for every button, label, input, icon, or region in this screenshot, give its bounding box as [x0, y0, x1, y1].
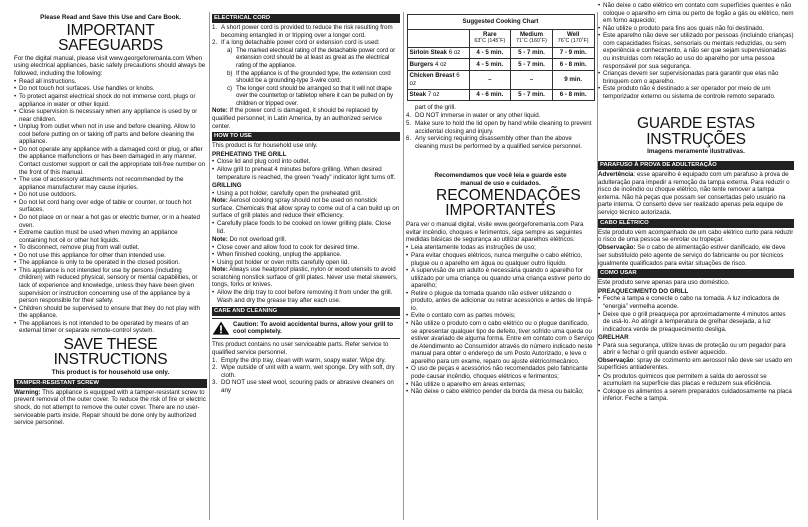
list-item: • Do not let cord hang over edge of table or counter, or touch hot surfaces. — [14, 199, 207, 214]
list-item: • Allow grill to preheat 4 minutes before grilling. When desired temperature is reached, the green “ready” indicator light turns off. — [212, 166, 400, 181]
column-divider — [403, 12, 404, 520]
list-item: • Este aparelho não deve ser utilizado por pessoas (incluindo crianças) com capacidades físicas, sensoriais ou mentais reduzidas, ou sem experiência e conhecimento, a não ser que sejam supervisionadas ou instruídas com relação ao uso do aparelho por uma pessoa responsável por sua segurança. — [598, 32, 794, 70]
pt-howto-intro: Este produto serve apenas para uso doméstico. — [598, 279, 730, 287]
list-item: • Feche a tampa e conecte o cabo na tomada. A luz indicadora de “energia” vermelha acende. — [598, 295, 794, 310]
pt-cord-heading: CABO ELÉTRICO — [598, 219, 794, 228]
list-item: c) The longer cord should be arranged so that it will not drape over the countertop or tabletop where it can be pulled on by children or tripped over. — [227, 84, 394, 107]
pt-safeguards-list — [406, 244, 595, 395]
list-item: • Extreme caution must be used when moving an appliance containing hot oil or other hot liquids. — [14, 229, 207, 244]
cooking-chart-title: Suggested Cooking Chart — [407, 15, 594, 30]
list-item: • Unplug from outlet when not in use and before cleaning. Allow to cool before putting on or taking off parts and before cleaning the appliance. — [14, 123, 207, 146]
column-portuguese-usage — [598, 2, 794, 510]
list-item: • Leia atentamente todas as instruções de uso; — [406, 244, 595, 252]
list-item: • Para sua segurança, utilize luvas de proteção ou um pegador para abrir e fechar o grill quando estiver aquecido. — [598, 342, 794, 357]
list-item: • Children should be supervised to ensure that they do not play with the appliance. — [14, 305, 207, 320]
list-item: • Não utilize o produto para fins aos quais não foi destinado. — [598, 25, 794, 33]
preheat-list — [212, 158, 400, 181]
how-to-use-heading: HOW TO USE — [212, 132, 400, 141]
doneness-well: Well 76˚C (170˚F) — [552, 29, 594, 47]
care-list — [212, 357, 400, 395]
list-item: • Não utilize o produto com o cabo elétrico ou o plugue danificado, se apresentar qualquer tipo de defeito, tiver sofrido uma queda ou estiver avariado de alguma forma. Entre em contato com o Serviço de Atendimento ao Consumidor através do número indicado neste manual para obter o endereço de um Posto Autorizado, e leve o aparelho para um exame, reparo ou ajuste elétrico/mecânico. — [406, 320, 595, 365]
column-english-usage — [212, 14, 400, 522]
howto-intro: This product is for household use only. — [212, 142, 318, 150]
household-note: This product is for household use only. — [51, 368, 170, 376]
list-item: • Do not use this appliance for other than intended use. — [14, 252, 207, 260]
pt-header-note: Recomendamos que você leia e guarde este manual de uso e cuidados. — [434, 172, 567, 187]
pt-intro: Para ver o manual digital, visite www.georgeforemanla.com Para evitar incêndio, choques e ferimentos, siga sempre as seguintes medidas básicas de segurança ao utilizar aparelhos elétricos: — [406, 221, 584, 244]
care-cleaning-heading: CARE AND CLEANING — [212, 307, 400, 316]
illustrative-note: Imagens meramente ilustrativas. — [647, 148, 745, 156]
caution-text: Caution: To avoid accidental burns, allow your grill to cool completely. — [233, 320, 394, 336]
pt-tamper-warning: Advertência: esse aparelho é equipado com um parafuso à prova de adulteração para impedir a remoção da tampa externa. Para reduzir o risco de incêndio ou choque elétrico, não tente remover a tampa externa. Não há peças que possam ser consertadas pelo usuário na parte interna. O conserto deve ser realizado apenas pela equipe de serviço técnico autorizada. — [598, 171, 790, 216]
electrical-cord-heading: ELECTRICAL CORD — [212, 14, 400, 23]
list-item: • Using pot holder or oven mitts carefully open lid. — [212, 259, 400, 267]
list-item: 4. DO NOT immerse in water or any other liquid. — [406, 112, 541, 120]
care-continued: part of the grill. — [415, 104, 456, 112]
electrical-cord-list — [212, 24, 400, 107]
list-item: • Não deixe o cabo elétrico pender da borda da mesa ou balcão; — [406, 388, 595, 396]
list-item: • Close cover and allow food to cook for desired time. — [212, 244, 400, 252]
grilling-note: Note: Always use heatproof plastic, nylon or wood utensils to avoid scratching nonstick surface of grill plates. Never use metal skewers, tongs, forks or knives. — [212, 266, 398, 289]
column-divider — [209, 12, 210, 520]
table-row: Chicken Breast 6 oz – – 9 min. — [407, 70, 594, 89]
doneness-medium: Medium 71˚C (160˚F) — [511, 29, 553, 47]
list-item: 3. DO NOT use steel wool, scouring pads or abrasive cleaners on any — [212, 379, 394, 395]
pt-grilling-title: GRELHAR — [598, 334, 629, 342]
care-intro: This product contains no user serviceable parts. Refer service to qualified service personnel. — [212, 341, 389, 356]
list-item: b) If the appliance is of the grounded type, the extension cord should be a grounding-type 3-wire cord. — [227, 69, 391, 85]
warning-triangle-icon — [212, 321, 230, 335]
pt-safeguards-list-continued — [598, 2, 794, 100]
column-english-safeguards — [14, 14, 207, 522]
list-item: 5. Make sure to hold the lid open by hand while cleaning to prevent accidental closing and injury. — [406, 120, 592, 135]
tamper-warning: Warning: This appliance is equipped with a tamper-resistant screw to prevent removal of the outer cover. To reduce the risk of fire or electric shock, do not attempt to remove the outer cover. There are no user-serviceable parts inside. Repair should be done only by authorized service personnel. — [14, 388, 206, 427]
list-item: • Não utilize o aparelho em áreas externas; — [406, 381, 595, 389]
safeguards-list — [14, 78, 207, 335]
list-item: • The appliance is only to be operated in the closed position. — [14, 259, 207, 267]
pt-grilling-list — [598, 373, 794, 403]
list-item: • O uso de peças e acessórios não recomendados pelo fabricante pode causar incêndio, choques elétricos e ferimentos; — [406, 365, 595, 380]
list-item: • Do not touch hot surfaces. Use handles or knobs. — [14, 85, 207, 93]
grilling-title: GRILLING — [212, 182, 242, 190]
care-list-continued — [406, 112, 595, 150]
list-item: 2. If a long detachable power cord or extension cord is used: a) The marked electrical rating of the detachable power cord or extension cord should be at least as great as the electrical rating of the appliance. b) If the appliance is of the grounded type, the extension cord should be a grounding-type 3-wire cord. c) The longer cord should be arranged so that it will not drape over the countertop or tabletop where it can be pulled on by children or tripped over. — [212, 39, 400, 107]
pt-grilling-list — [598, 342, 794, 357]
safeguards-title: IMPORTANT SAFEGUARDS — [58, 21, 163, 55]
caution-box — [212, 318, 400, 339]
pt-tamper-heading: PARAFUSO À PROVA DE ADULTERAÇÃO — [598, 161, 794, 170]
cord-note: Note: If the power cord is damaged, it should be replaced by qualified personnel; in Latin America, by an authorized service center. — [212, 107, 382, 130]
save-title: SAVE THESE INSTRUCTIONS — [53, 335, 168, 369]
cooking-chart-table — [407, 14, 595, 101]
list-item: a) The marked electrical rating of the detachable power cord or extension cord should be at least as great as the electrical rating of the appliance. — [227, 46, 396, 70]
list-item: • Read all instructions. — [14, 78, 207, 86]
grilling-list — [212, 289, 400, 304]
list-item: • Os produtos químicos que permitem a saída do aerossol se acumulam na superfície das placas e reduzem sua eficiência. — [598, 373, 794, 388]
pt-cord-note: Observação: Se o cabo de alimentação estiver danificado, ele deve ser substituído pelo agente de serviço do fabricante ou por técnicos igualmente qualificados para evitar situações de risco. — [598, 244, 786, 267]
preheat-title: PREHEATING THE GRILL — [212, 150, 287, 158]
pt-preheat-title: PREAQUECIMENTO DO GRILL — [598, 287, 689, 295]
list-item: • Este produto não é destinado a ser operador por meio de um temporizador externo ou sistema de controle remoto separado. — [598, 85, 794, 100]
list-item: • When finished cooking, unplug the appliance. — [212, 251, 400, 259]
table-row: Burgers 4 oz 4 - 5 min. 5 - 7 min. 6 - 8 min. — [407, 59, 594, 71]
list-item: • Deixe que o grill preaqueça por aproximadamente 4 minutos antes de usá-lo. Ao atingir a temperatura de grelhar desejada, a luz indicadora verde de preaquecimento desliga. — [598, 311, 794, 334]
pt-how-to-use-heading: COMO USAR — [598, 269, 794, 278]
list-item: • To protect against electrical shock do not immerse cord, plugs or appliance in water or other liquid. — [14, 93, 207, 108]
list-item: • Crianças devem ser supervisionadas para garantir que elas não brinquem com o aparelho. — [598, 70, 794, 85]
list-item: • Do not use outdoors. — [14, 191, 207, 199]
header-note: Please Read and Save this Use and Care Book. — [40, 14, 181, 21]
safeguards-intro: For the digital manual, please visit www.georgeforemanla.com When using electrical appliances, basic safety precautions should always be followed, including the following: — [14, 54, 206, 77]
pt-cord-text: Este produto vem acompanhado de um cabo elétrico curto para reduzir o risco de uma pessoa se enrolar ou tropeçar. — [598, 228, 794, 244]
list-item: • Evite o contato com as partes móveis; — [406, 312, 595, 320]
grilling-note: Note: Aerosol cooking spray should not be used on nonstick surface. Chemicals that allow spray to come out of a can build up on surface of grill plates and reduce their efficiency. — [212, 197, 400, 220]
list-item: • This appliance is not intended for use by persons (including children) with reduced physical, sensory or mental capabilities, or lack of experience and knowledge, unless they have been given supervision or instruction concerning use of the appliance by a person responsible for their safety. — [14, 267, 207, 305]
list-item: 2. Wipe outside of unit with a warm, wet sponge. Dry with soft, dry cloth. — [212, 364, 395, 379]
grilling-note: Note: Do not overload grill. — [212, 235, 287, 243]
list-item: • Coloque os alimentos a serem preparados cuidadosamente na placa inferior. Feche a tampa. — [598, 388, 794, 403]
list-item: • Using a pot holder, carefully open the preheated grill. — [212, 190, 400, 198]
grilling-list — [212, 220, 400, 235]
list-item: • Para evitar choques elétricos, nunca mergulhe o cabo elétrico, plugue ou o aparelho em água ou qualquer outro líquido. — [406, 252, 595, 267]
list-item: 6. Any servicing requiring disassembly other than the above cleaning must be performed by a qualified service personnel. — [406, 135, 582, 150]
table-row: Sirloin Steak 6 oz 4 - 5 min. 5 - 7 min. 7 - 9 min. — [407, 47, 594, 59]
list-item: 1. A short power cord is provided to reduce the risk resulting from becoming entangled in or tripping over a longer cord. — [212, 24, 393, 39]
tamper-heading: TAMPER-RESISTANT SCREW — [14, 379, 207, 388]
column-cooking-chart-portuguese — [406, 14, 595, 522]
list-item: • Não deixe o cabo elétrico em contato com superfícies quentes e não coloque o aparelho em cima ou perto de fogão a gás ou elétrico, nem em forno aquecido; — [598, 2, 794, 25]
pt-grilling-note: Observação: spray de cozimento em aerossol não deve ser usado em superfícies antiaderentes. — [598, 356, 793, 372]
list-item: • Close lid and plug cord into outlet. — [212, 158, 400, 166]
list-item: • The appliances is not intended to be operated by means of an external timer or separate remote-control system. — [14, 320, 207, 335]
table-row: Steak 7 oz 4 - 6 min. 5 - 7 min. 6 - 8 min. — [407, 89, 594, 101]
grilling-list — [212, 190, 400, 198]
list-item: • Allow the drip tray to cool before removing it from under the grill. Wash and dry the grease tray after each use. — [212, 289, 400, 304]
list-item: • Do not operate any appliance with a damaged cord or plug, or after the appliance malfunctions or has been damaged in any manner. Contact customer support or call the appropriate toll-free number on the front of this manual. — [14, 146, 207, 176]
list-item: • Close supervision is necessary when any appliance is used by or near children. — [14, 108, 207, 123]
pt-save-title: GUARDE ESTAS INSTRUÇÕES — [637, 115, 755, 148]
grilling-list — [212, 244, 400, 267]
pt-preheat-list — [598, 295, 794, 333]
doneness-rare: Rare 63˚C (145˚F) — [469, 29, 511, 47]
list-item: • Retire o plugue da tomada quando não estiver utilizando o produto, antes de adicionar ou retirar acessórios e antes de limpá-lo. — [406, 290, 595, 313]
list-item: 1. Empty the drip tray, clean with warm, soapy water. Wipe dry. — [212, 356, 386, 364]
list-item: • To disconnect, remove plug from wall outlet. — [14, 244, 207, 252]
list-item: • Do not place on or near a hot gas or electric burner, or in a heated oven. — [14, 214, 207, 229]
list-item: • Carefully place foods to be cooked on lower grilling plate. Close lid. — [212, 220, 400, 235]
pt-safeguards-title: RECOMENDAÇÕES IMPORTANTES — [436, 186, 581, 220]
list-item: • The use of accessory attachments not recommended by the appliance manufacturer may cause injuries. — [14, 176, 207, 191]
list-item: • A supervisão de um adulto é necessária quando o aparelho for utilizado por uma criança ou quando uma criança estiver perto do aparelho; — [406, 267, 595, 290]
